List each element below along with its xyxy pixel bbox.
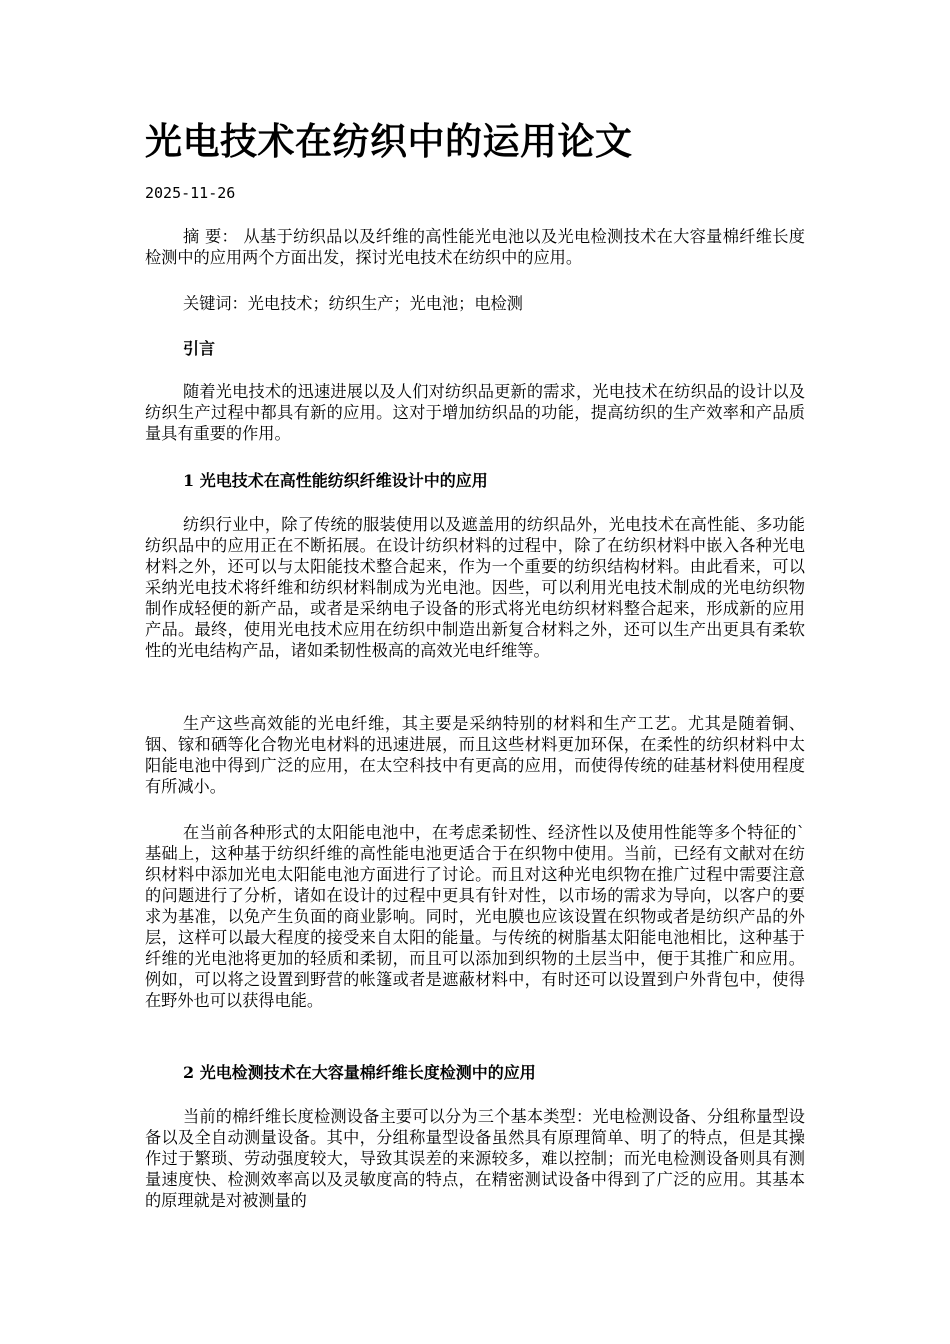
keywords-line: 关键词：光电技术；纺织生产；光电池；电检测 [183, 294, 523, 313]
publish-date: 2025-11-26 [145, 184, 236, 202]
document-title: 光电技术在纺织中的运用论文 [145, 119, 633, 163]
section-2-paragraph: 当前的棉纤维长度检测设备主要可以分为三个基本类型：光电检测设备、分组称量型设备以及全自动测量设备。其中，分组称量型设备虽然具有原理简单、明了的特点，但是其操作过于繁琐、劳动强度较大，导致其误差的来源较多，难以控制；而光电检测设备则具有测量速度快、检测效率高以及灵敏度高的特点，在精密测试设备中得到了广泛的应用。其基本的原理就是对被测量的 [145, 1107, 805, 1210]
intro-heading: 引言 [183, 339, 216, 358]
section-1-heading: 1 光电技术在高性能纺织纤维设计中的应用 [183, 471, 488, 490]
abstract-paragraph: 摘 要： 从基于纺织品以及纤维的高性能光电池以及光电检测技术在大容量棉纤维长度检测中的应用两个方面出发，探讨光电技术在纺织中的应用。 [145, 227, 805, 267]
section-2-heading: 2 光电检测技术在大容量棉纤维长度检测中的应用 [183, 1063, 536, 1082]
section-1-paragraph: 在当前各种形式的太阳能电池中，在考虑柔韧性、经济性以及使用性能等多个特征的`基础上，这种基于纺织纤维的高性能电池更适合于在织物中使用。当前，已经有文献对在纺织材料中添加光电太阳能电池方面进行了讨论。而且对这种光电织物在推广过程中需要注意的问题进行了分析，诸如在设计的过程中更具有针对性，以市场的需求为导向，以客户的要求为基准，以免产生负面的商业影响。同时，光电膜也应该设置在织物或者是纺织产品的外层，这样可以最大程度的接受来自太阳的能量。与传统的树脂基太阳能电池相比，这种基于纤维的光电池将更加的轻质和柔韧，而且可以添加到织物的土层当中，便于其推广和应用。例如，可以将之设置到野营的帐篷或者是遮蔽材料中，有时还可以设置到户外背包中，使得在野外也可以获得电能。 [145, 823, 805, 1010]
intro-paragraph: 随着光电技术的迅速进展以及人们对纺织品更新的需求，光电技术在纺织品的设计以及纺织生产过程中都具有新的应用。这对于增加纺织品的功能，提高纺织的生产效率和产品质量具有重要的作用。 [145, 382, 805, 443]
section-1-paragraph: 纺织行业中，除了传统的服装使用以及遮盖用的纺织品外，光电技术在高性能、多功能纺织品中的应用正在不断拓展。在设计纺织材料的过程中，除了在纺织材料中嵌入各种光电材料之外，还可以与太阳能技术整合起来，作为一个重要的纺织结构材料。由此看来，可以采纳光电技术将纤维和纺织材料制成为光电池。因些，可以利用光电技术制成的光电纺织物制作成轻便的新产品，或者是采纳电子设备的形式将光电纺织材料整合起来，形成新的应用产品。最终，使用光电技术应用在纺织中制造出新复合材料之外，还可以生产出更具有柔软性的光电结构产品，诸如柔韧性极高的高效光电纤维等。 [145, 515, 805, 660]
section-1-paragraph: 生产这些高效能的光电纤维，其主要是采纳特别的材料和生产工艺。尤其是随着铜、铟、镓和硒等化合物光电材料的迅速进展，而且这些材料更加环保，在柔性的纺织材料中太阳能电池中得到广泛的应用，在太空科技中有更高的应用，而使得传统的硅基材料使用程度有所减小。 [145, 714, 805, 796]
